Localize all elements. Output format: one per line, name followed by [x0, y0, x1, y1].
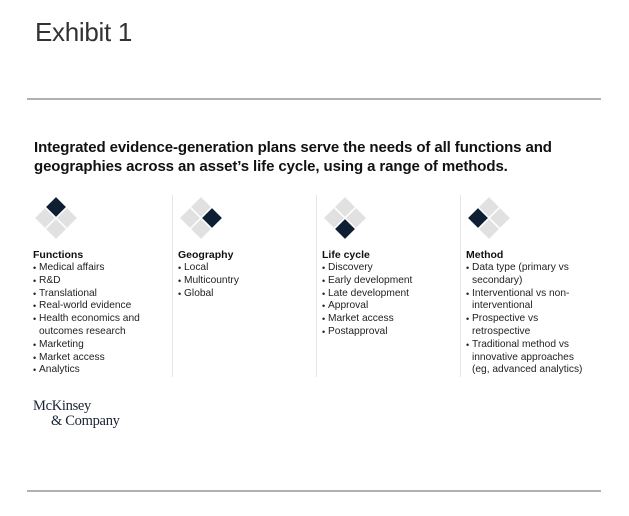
list-item: • Market access [33, 352, 172, 365]
diamond-grid-icon [33, 195, 81, 243]
mckinsey-logo [33, 399, 120, 429]
columns [0, 195, 629, 380]
column-title: Method [466, 249, 504, 261]
headline: Integrated evidence-generation plans serve the needs of all functions and geographies across an asset’s life cycle, using a range of methods. [34, 139, 552, 175]
item-list [33, 262, 172, 377]
column-geography [172, 195, 316, 377]
column-method [460, 195, 610, 377]
list-item: • Real-world evidence [33, 300, 172, 313]
exhibit-title: Exhibit 1 [35, 17, 133, 47]
logo-line-1: McKinsey [33, 398, 92, 414]
column-title: Functions [33, 249, 84, 261]
list-item: • Discovery [322, 262, 460, 275]
column-title: Life cycle [322, 249, 370, 261]
column-functions [28, 195, 172, 377]
list-item: • Data type (primary vs secondary) [466, 262, 594, 288]
list-item: • Medical affairs [33, 262, 172, 275]
top-rule [27, 98, 601, 100]
list-item: • Postapproval [322, 326, 460, 339]
list-item: • Interventional vs non-interventional [466, 288, 594, 314]
list-item: • Approval [322, 300, 460, 313]
list-item: • Global [178, 288, 316, 301]
item-list [466, 262, 594, 377]
diamond-grid-icon [322, 195, 370, 243]
list-item: • Analytics [33, 364, 172, 377]
logo-line-2: & Company [51, 413, 120, 429]
column-title: Geography [178, 249, 234, 261]
list-item: • Late development [322, 288, 460, 301]
item-list [322, 262, 460, 339]
diamond-grid-icon [178, 195, 226, 243]
item-list [178, 262, 316, 300]
list-item: • Early development [322, 275, 460, 288]
list-item: • R&D [33, 275, 172, 288]
list-item: • Translational [33, 288, 172, 301]
list-item: • Marketing [33, 339, 172, 352]
column-life-cycle [316, 195, 460, 377]
list-item: • Prospective vs retrospective [466, 313, 594, 339]
list-item: • Traditional method vs innovative approaches (eg, advanced analytics) [466, 339, 594, 377]
list-item: • Market access [322, 313, 460, 326]
bottom-rule [27, 490, 601, 492]
diamond-grid-icon [466, 195, 514, 243]
list-item: • Health economics and outcomes research [33, 313, 172, 339]
list-item: • Local [178, 262, 316, 275]
list-item: • Multicountry [178, 275, 316, 288]
